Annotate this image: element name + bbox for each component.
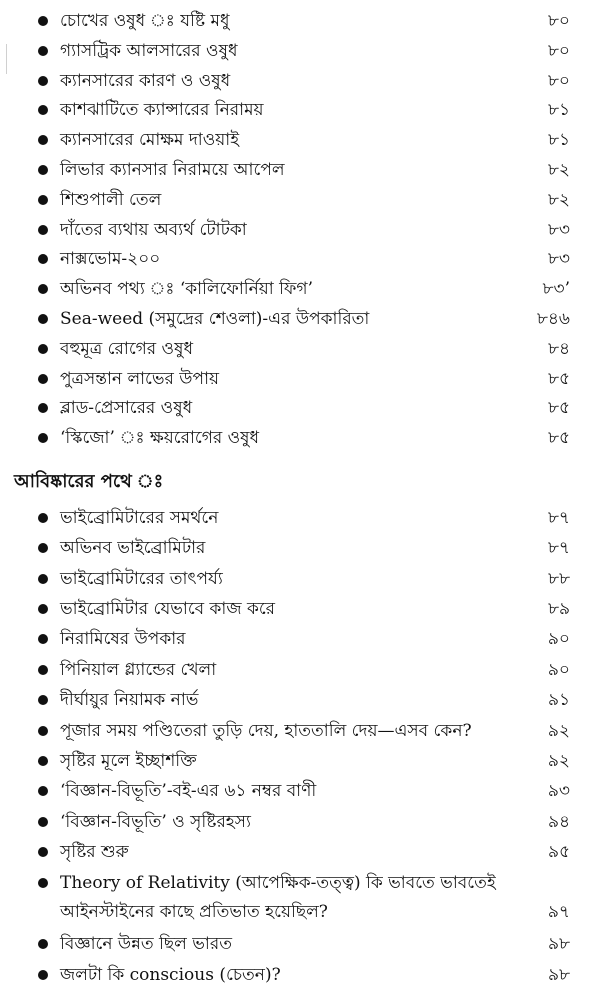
toc-entry-page-number: ৮৮ [547,568,570,589]
toc-entry-title-continued: আইনস্টাইনের কাছে প্রতিভাত হয়েছিল? [60,902,328,923]
bullet-icon [38,970,48,980]
toc-entry-page-number: ৮৯ [547,599,570,619]
toc-entry-page-number: ৮০ [547,40,570,61]
toc-entry-title: অভিনব পথ্য ঃ ‘কালিফোর্নিয়া ফিগ’ [60,279,313,300]
toc-entry-title: Theory of Relativity (আপেক্ষিক-তত্ত্ব) কি ভাবতে ভাবতেই [60,872,496,893]
toc-entry-title: বহুমূত্র রোগের ওষুধ [60,338,193,359]
bullet-icon [38,284,48,294]
toc-entry-title: ক্যানসারের কারণ ও ওষুধ [60,70,231,91]
toc-entry-title: Sea-weed (সমুদ্রের শেওলা)-এর উপকারিতা [60,309,370,329]
toc-entry-title: ভাইব্রোমিটার যেভাবে কাজ করে [60,599,276,619]
bullet-icon [38,878,48,888]
toc-entry-page-number: ৮২ [547,189,570,210]
toc-entry-title: পূজার সময় পণ্ডিতেরা তুড়ি দেয়, হাততালি দেয়—এসব কেন? [60,720,472,741]
section-heading: আবিষ্কারের পথে ঃ [14,471,164,492]
toc-entry-page-number: ৮২ [547,160,570,180]
bullet-icon [38,695,48,705]
toc-entry-title: বিজ্ঞানে উন্নত ছিল ভারত [60,934,232,955]
bullet-icon [38,76,48,86]
toc-entry-title: শিশুপালী তেল [60,189,162,210]
toc-entry-page-number: ৮৪ [547,338,570,359]
bullet-icon [38,817,48,827]
toc-entry-page-number: ৯৪ [547,811,570,832]
toc-entry-page-number: ৮১ [547,130,570,151]
page-edge-mark [6,44,7,74]
bullet-icon [38,165,48,175]
bullet-icon [38,403,48,413]
toc-entry-page-number: ৮৪৬ [536,309,570,329]
bullet-icon [38,225,48,235]
toc-entry-page-number: ৮৭ [547,538,570,559]
toc-entry-title: চোখের ওষুধ ঃ যষ্টি মধু [60,11,230,31]
bullet-icon [38,195,48,205]
toc-entry-title: ভাইব্রোমিটারের তাৎপর্য্য [60,568,223,589]
bullet-icon [38,16,48,26]
toc-entry-title: ভাইব্রোমিটারের সমর্থনে [60,507,219,528]
bullet-icon [38,726,48,736]
toc-entry-title: ‘স্কিজো’ ঃ ক্ষয়রোগের ওষুধ [60,428,260,449]
bullet-icon [38,847,48,857]
toc-entry-page-number: ৯৮ [547,964,570,985]
toc-entry-page-number: ৯৮ [547,934,570,955]
bullet-icon [38,634,48,644]
toc-entry-title: পুত্রসন্তান লাভের উপায় [60,368,220,389]
toc-entry-title: পিনিয়াল গ্ল্যান্ডের খেলা [60,659,217,680]
toc-entry-title: গ্যাসট্রিক আলসারের ওষুধ [60,40,238,61]
toc-entry-title: ক্যানসারের মোক্ষম দাওয়াই [60,130,240,151]
toc-entry-page-number: ৮৫ [547,398,570,419]
bullet-icon [38,786,48,796]
bullet-icon [38,374,48,384]
toc-entry-page-number: ৮০ [547,11,570,31]
toc-entry-page-number: ৮৩’ [542,279,570,300]
toc-entry-title: ‘বিজ্ঞান-বিভূতি’ ও সৃষ্টিরহস্য [60,811,251,832]
toc-entry-page-number: ৮৫ [547,428,570,449]
toc-entry-page-number: ৮৭ [547,507,570,528]
toc-entry-page-number: ৯৩ [547,781,570,802]
bullet-icon [38,105,48,115]
toc-entry-title: সৃষ্টির মূলে ইচ্ছাশক্তি [60,751,197,771]
toc-entry-page-number: ৮৩ [547,219,570,240]
bullet-icon [38,46,48,56]
bullet-icon [38,135,48,145]
toc-entry-page-number: ৯১ [547,690,570,711]
toc-entry-page-number: ৯২ [547,751,570,771]
bullet-icon [38,513,48,523]
bullet-icon [38,604,48,614]
toc-entry-title: দীর্ঘায়ুর নিয়ামক নার্ভ [60,690,199,711]
bullet-icon [38,756,48,766]
toc-entry-page-number: ৯০ [547,629,570,650]
toc-entry-page-number: ৯২ [547,720,570,741]
toc-entry-title: সৃষ্টির শুরু [60,842,129,863]
bullet-icon [38,433,48,443]
bullet-icon [38,939,48,949]
bullet-icon [38,574,48,584]
bullet-icon [38,665,48,675]
toc-entry-page-number: ৮৩ [547,249,570,270]
toc-entry-title: ‘বিজ্ঞান-বিভূতি’-বই-এর ৬১ নম্বর বাণী [60,781,317,802]
toc-entry-page-number: ৮০ [547,70,570,91]
toc-entry-title: দাঁতের ব্যথায় অব্যর্থ টোটকা [60,219,247,240]
bullet-icon [38,314,48,324]
bullet-icon [38,254,48,264]
toc-entry-page-number: ৮৫ [547,368,570,389]
toc-entry-title: জলটা কি conscious (চেতন)? [60,964,281,985]
toc-entry-page-number: ৯৭ [547,902,570,923]
toc-entry-title: নাক্সভোম-২০০ [60,249,161,270]
toc-entry-title: কাশঝাটিতে ক্যান্সারের নিরাময় [60,100,264,121]
bullet-icon [38,543,48,553]
toc-entry-page-number: ৯০ [547,659,570,680]
bullet-icon [38,344,48,354]
toc-entry-page-number: ৮১ [547,100,570,121]
toc-entry-title: অভিনব ভাইব্রোমিটার [60,538,206,559]
toc-entry-title: ব্লাড-প্রেসারের ওষুধ [60,398,193,419]
toc-entry-title: নিরামিষের উপকার [60,629,186,650]
toc-entry-title: লিভার ক্যানসার নিরাময়ে আপেল [60,160,285,180]
toc-entry-page-number: ৯৫ [547,842,570,863]
